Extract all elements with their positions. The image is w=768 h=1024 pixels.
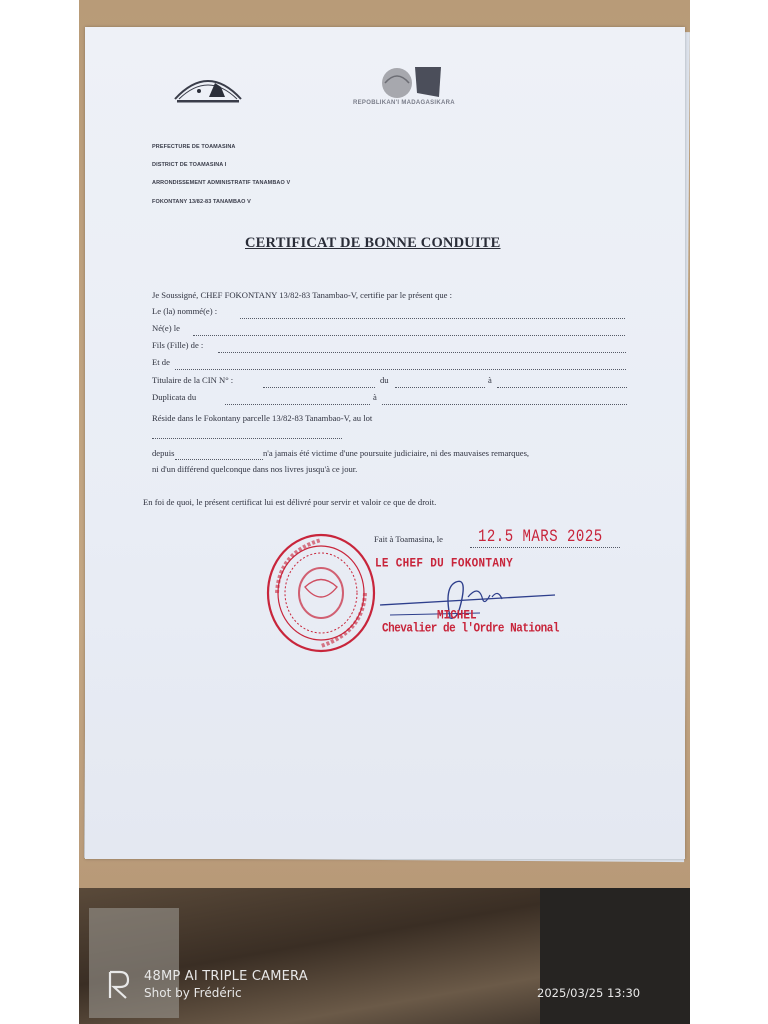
- certificate-page: [85, 27, 685, 859]
- field-born-blank: [193, 335, 625, 336]
- admin-line-fokontany: FOKONTANY 13/82-83 TANAMBAO V: [152, 199, 251, 205]
- field-name-blank: [240, 318, 625, 319]
- photo-timestamp: 2025/03/25 13:30: [537, 986, 641, 1000]
- since-prefix: depuis: [152, 448, 175, 458]
- field-duplicata-a: à: [373, 392, 377, 402]
- field-name-label: Le (la) nommé(e) :: [152, 306, 218, 316]
- lot-blank: [152, 438, 342, 439]
- field-cin-du: du: [380, 375, 389, 385]
- camera-brand-icon: [106, 970, 132, 1000]
- date-stamp: 12.5 MARS 2025: [478, 527, 603, 547]
- fait-a-text: Fait à Toamasina, le: [374, 534, 443, 544]
- republic-header: [353, 63, 477, 117]
- field-child-of-label: Fils (Fille) de :: [152, 340, 204, 350]
- chef-stamp: LE CHEF DU FOKONTANY: [375, 556, 514, 572]
- district-emblem-logo: [169, 69, 247, 109]
- camera-model-label: 48MP AI TRIPLE CAMERA: [144, 969, 308, 984]
- shot-by-label: Shot by Frédéric: [144, 986, 242, 1000]
- field-cin-label: Titulaire de la CIN N° :: [152, 375, 234, 385]
- field-duplicata-label: Duplicata du: [152, 392, 197, 402]
- since-text-continued: ni d'un différend quelconque dans nos livres jusqu'à ce jour.: [152, 464, 358, 474]
- admin-line-district: DISTRICT DE TOAMASINA I: [152, 162, 227, 168]
- conclusion-text: En foi de quoi, le présent certificat lui est délivré pour servir et valoir ce que de droit.: [143, 497, 437, 507]
- signer-name: MICHEL: [437, 608, 477, 624]
- republic-emblem: [353, 63, 477, 103]
- resides-text: Réside dans le Fokontany parcelle 13/82-83 Tanambao-V, au lot: [152, 413, 373, 423]
- field-child-of-blank: [218, 352, 626, 353]
- admin-line-arrondissement: ARRONDISSEMENT ADMINISTRATIF TANAMBAO V: [152, 180, 291, 186]
- intro-text: Je Soussigné, CHEF FOKONTANY 13/82-83 Tanambao-V, certifie par le présent que :: [152, 290, 452, 300]
- field-and-of-blank: [175, 369, 626, 370]
- signer-title: Chevalier de l'Ordre National: [382, 621, 559, 637]
- field-and-of-label: Et de: [152, 357, 170, 367]
- floor-area: [79, 888, 690, 1024]
- document-title: CERTIFICAT DE BONNE CONDUITE: [245, 235, 501, 251]
- field-born-label: Né(e) le: [152, 323, 180, 333]
- admin-line-prefecture: PREFECTURE DE TOAMASINA: [152, 144, 236, 150]
- since-text: n'a jamais été victime d'une poursuite judiciaire, ni des mauvaises remarques,: [263, 448, 530, 458]
- field-cin-a: à: [488, 375, 492, 385]
- republic-name: REPOBLIKAN'I MADAGASIKARA: [353, 100, 455, 106]
